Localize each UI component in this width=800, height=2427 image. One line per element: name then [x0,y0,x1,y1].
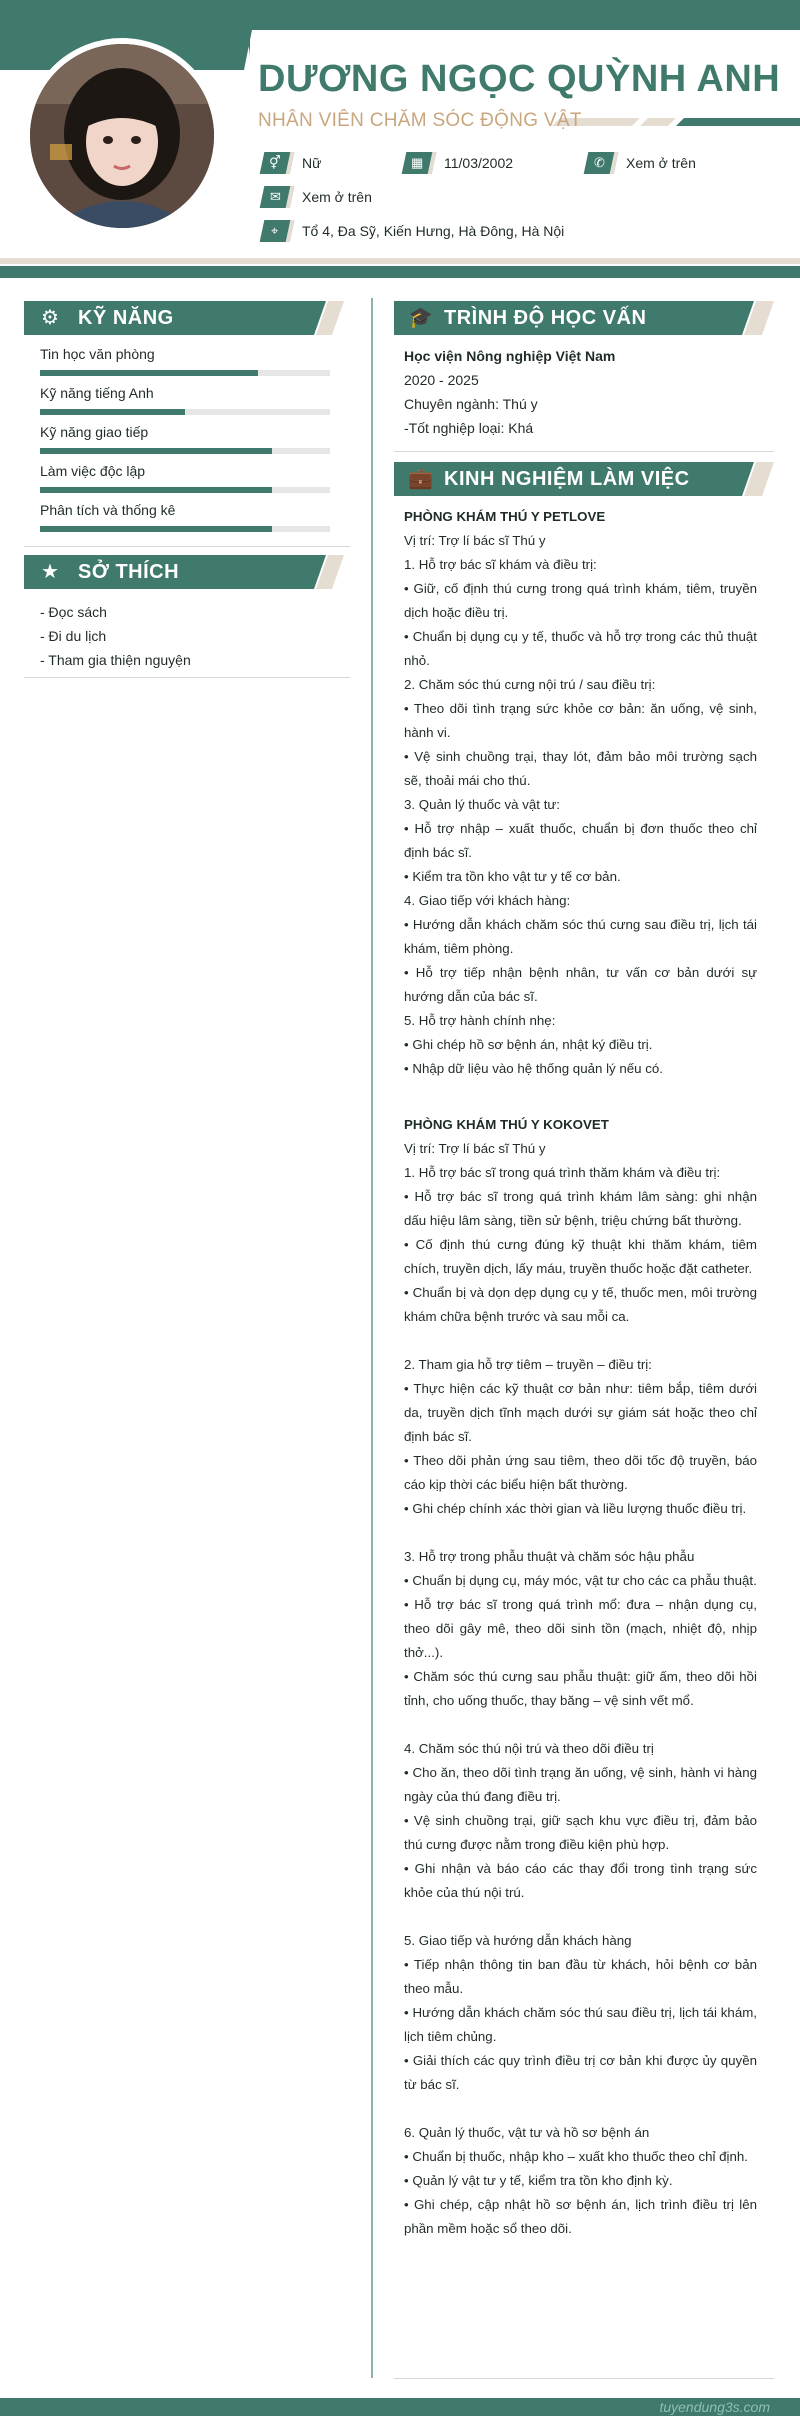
email-icon: ✉ [260,186,295,208]
skill-item [40,502,330,532]
experience-line: • Giải thích các quy trình điều trị cơ bản khi được ủy quyền từ bác sĩ. [404,2053,757,2092]
experience-item-kokovet [404,1113,757,2241]
gender-value: Nữ [302,155,322,171]
experience-company: PHÒNG KHÁM THÚ Y PETLOVE [404,509,606,524]
experience-line: • Theo dõi tình trạng sức khỏe cơ bản: ăn uống, vệ sinh, hành vi. [404,701,757,740]
experience-line: • Cho ăn, theo dõi tình trạng ăn uống, vệ sinh, hành vi hàng ngày của thú đang điều trị. [404,1765,757,1804]
experience-line: • Ghi chép, cập nhật hồ sơ bệnh án, lịch trình điều trị lên phần mềm hoặc sổ theo dõi. [404,2197,757,2236]
line-gap [404,2097,757,2121]
section-skills-title [24,301,334,335]
avatar [24,38,220,234]
address-value: Tổ 4, Đa Sỹ, Kiến Hưng, Hà Đông, Hà Nội [302,223,565,239]
gear-icon: ⚙ [41,307,59,329]
skill-bar [40,370,330,376]
birthday-value: 11/03/2002 [444,155,514,171]
skill-bar-fill [40,370,258,376]
experience-line: • Ghi nhận và báo cáo các thay đổi trong tình trạng sức khỏe của thú nội trú. [404,1861,757,1900]
section-bar [24,555,344,589]
skill-item [40,385,330,415]
line-gap [404,1713,757,1737]
section-experience-label: KINH NGHIỆM LÀM VIỆC [444,467,690,490]
experience-item-petlove [404,505,757,1081]
experience-lines [404,529,757,1081]
calendar-icon: ▦ [402,152,437,174]
experience-line: • Hỗ trợ bác sĩ trong quá trình khám lâm sàng: ghi nhận dấu hiệu lâm sàng, tiền sử bệnh, triệu chứng bất thường. [404,1189,757,1228]
skill-name: Kỹ năng giao tiếp [40,424,149,440]
experience-line: 5. Hỗ trợ hành chính nhẹ: [404,1013,556,1028]
skill-bar-fill [40,409,185,415]
experience-line: • Kiểm tra tồn kho vật tư y tế cơ bản. [404,869,621,884]
experience-line: 1. Hỗ trợ bác sĩ trong quá trình thăm khám và điều trị: [404,1165,721,1180]
divider [24,677,350,678]
section-experience-title [394,462,774,496]
skill-name: Kỹ năng tiếng Anh [40,385,154,401]
experience-line: • Vệ sinh chuồng trại, thay lót, đảm bảo môi trường sạch sẽ, thoải mái cho thú. [404,749,757,788]
divider [394,2378,774,2379]
experience-line: • Chuẩn bị dụng cụ y tế, thuốc và hỗ trợ trong các thủ thuật nhỏ. [404,629,757,668]
contact-birthday [404,152,513,174]
experience-line: 5. Giao tiếp và hướng dẫn khách hàng [404,1933,632,1948]
experience-line: • Vệ sinh chuồng trại, giữ sạch khu vực điều trị, đảm bảo thú cưng được nằm trong điều kiện phù hợp. [404,1813,757,1852]
experience-line: 1. Hỗ trợ bác sĩ khám và điều trị: [404,557,597,572]
experience-line: • Hướng dẫn khách chăm sóc thú sau điều trị, lịch tái khám, lịch tiêm chủng. [404,2005,757,2044]
section-skills-label: KỸ NĂNG [78,306,174,329]
section-hobbies-label: SỞ THÍCH [78,560,180,583]
experience-line: Vị trí: Trợ lí bác sĩ Thú y [404,533,546,548]
star-icon: ★ [41,561,59,583]
experience-line: • Hỗ trợ bác sĩ trong quá trình mổ: đưa – nhận dụng cụ, theo dõi gây mê, theo dõi sinh tồn (mạch, nhiệt độ, nhịp thở...). [404,1597,757,1660]
briefcase-icon: 💼 [408,468,433,490]
skill-item [40,424,330,454]
skill-bar [40,487,330,493]
experience-line: • Quản lý vật tư y tế, kiểm tra tồn kho định kỳ. [404,2173,673,2188]
skill-bar-fill [40,487,272,493]
hobby-item: - Đọc sách [40,604,107,620]
experience-line: 6. Quản lý thuốc, vật tư và hồ sơ bệnh án [404,2125,650,2140]
line-gap [404,1329,757,1353]
experience-lines [404,1137,757,2241]
experience-line: • Chuẩn bị thuốc, nhập kho – xuất kho thuốc theo chỉ định. [404,2149,748,2164]
section-bar [24,301,344,335]
experience-line: • Theo dõi phản ứng sau tiêm, theo dõi tốc độ truyền, báo cáo kịp thời các biểu hiện bất thường. [404,1453,757,1492]
experience-line: • Cố định thú cưng đúng kỹ thuật khi thăm khám, tiêm chích, truyền dịch, lấy máu, truyền thuốc hoặc đặt catheter. [404,1237,757,1276]
cv-header [0,0,800,280]
section-hobbies-title [24,555,334,589]
location-icon: ⌖ [260,220,295,242]
experience-line: • Thực hiện các kỹ thuật cơ bản như: tiêm bắp, tiêm dưới da, truyền dịch tĩnh mạch dưới sự giám sát hoặc theo chỉ định bác sĩ. [404,1381,757,1444]
experience-line: 2. Chăm sóc thú cưng nội trú / sau điều trị: [404,677,656,692]
skill-name: Phân tích và thống kê [40,502,176,518]
education-grade: -Tốt nghiệp loại: Khá [404,420,534,436]
experience-line: • Chuẩn bị và dọn dẹp dụng cụ y tế, thuốc men, môi trường khám chữa bệnh trước và sau mỗi ca. [404,1285,757,1324]
experience-company: PHÒNG KHÁM THÚ Y KOKOVET [404,1117,609,1132]
experience-line: 4. Chăm sóc thú nội trú và theo dõi điều trị [404,1741,654,1756]
skill-name: Tin học văn phòng [40,346,155,362]
contact-phone [586,152,696,174]
hobby-list [40,600,191,672]
divider [24,546,350,547]
experience-line: • Hỗ trợ nhập – xuất thuốc, chuẩn bị đơn thuốc theo chỉ định bác sĩ. [404,821,757,860]
skill-name: Làm việc độc lập [40,463,146,479]
experience-line: 3. Hỗ trợ trong phẫu thuật và chăm sóc hậu phẫu [404,1549,695,1564]
contact-address [262,220,564,242]
phone-icon: ✆ [584,152,619,174]
graduation-cap-icon: 🎓 [408,307,433,329]
skill-bar [40,448,330,454]
experience-line: 3. Quản lý thuốc và vật tư: [404,797,560,812]
experience-line: 2. Tham gia hỗ trợ tiêm – truyền – điều trị: [404,1357,652,1372]
skill-bar [40,409,330,415]
email-value: Xem ở trên [302,189,372,205]
experience-line: • Ghi chép hồ sơ bệnh án, nhật ký điều trị. [404,1037,653,1052]
section-education-title [394,301,774,335]
skill-item [40,463,330,493]
line-gap [404,1521,757,1545]
experience-line: • Hướng dẫn khách chăm sóc thú cưng sau điều trị, lịch tái khám, tiêm phòng. [404,917,757,956]
skill-bar-fill [40,526,272,532]
experience-line: • Chuẩn bị dụng cụ, máy móc, vật tư cho các ca phẫu thuật. [404,1573,757,1588]
line-gap [404,1905,757,1929]
education-years: 2020 - 2025 [404,372,479,388]
column-divider [371,298,373,2378]
hobby-item: - Đi du lịch [40,628,107,644]
experience-line: 4. Giao tiếp với khách hàng: [404,893,571,908]
education-major: Chuyên ngành: Thú y [404,396,538,412]
watermark: tuyendung3s.com [659,2399,770,2415]
experience-line: • Chăm sóc thú cưng sau phẫu thuật: giữ ấm, theo dõi hồi tỉnh, cho uống thuốc, thay băng – vệ sinh vết mổ. [404,1669,757,1708]
experience-line: • Tiếp nhận thông tin ban đầu từ khách, hỏi bệnh cơ bản theo mẫu. [404,1957,757,1996]
experience-line: • Hỗ trợ tiếp nhận bệnh nhân, tư vấn cơ bản dưới sự hướng dẫn của bác sĩ. [404,965,757,1004]
contact-email [262,186,372,208]
skill-bar-fill [40,448,272,454]
experience-line: Vị trí: Trợ lí bác sĩ Thú y [404,1141,546,1156]
candidate-position: NHÂN VIÊN CHĂM SÓC ĐỘNG VẬT [258,110,582,131]
candidate-name: DƯƠNG NGỌC QUỲNH ANH [258,58,781,100]
education-block [404,344,759,440]
divider [394,451,774,452]
experience-line: • Giữ, cố định thú cưng trong quá trình khám, tiêm, truyền dịch hoặc điều trị. [404,581,757,620]
experience-line: • Ghi chép chính xác thời gian và liều lượng thuốc điều trị. [404,1501,747,1516]
experience-line: • Nhập dữ liệu vào hệ thống quản lý nếu có. [404,1061,663,1076]
hobby-item: - Tham gia thiện nguyện [40,652,191,668]
skill-bar [40,526,330,532]
skill-item [40,346,330,376]
section-education-label: TRÌNH ĐỘ HỌC VẤN [444,306,647,329]
phone-value: Xem ở trên [626,155,696,171]
contact-gender [262,152,321,174]
education-school: Học viện Nông nghiệp Việt Nam [404,348,616,364]
gender-icon: ⚥ [260,152,295,174]
